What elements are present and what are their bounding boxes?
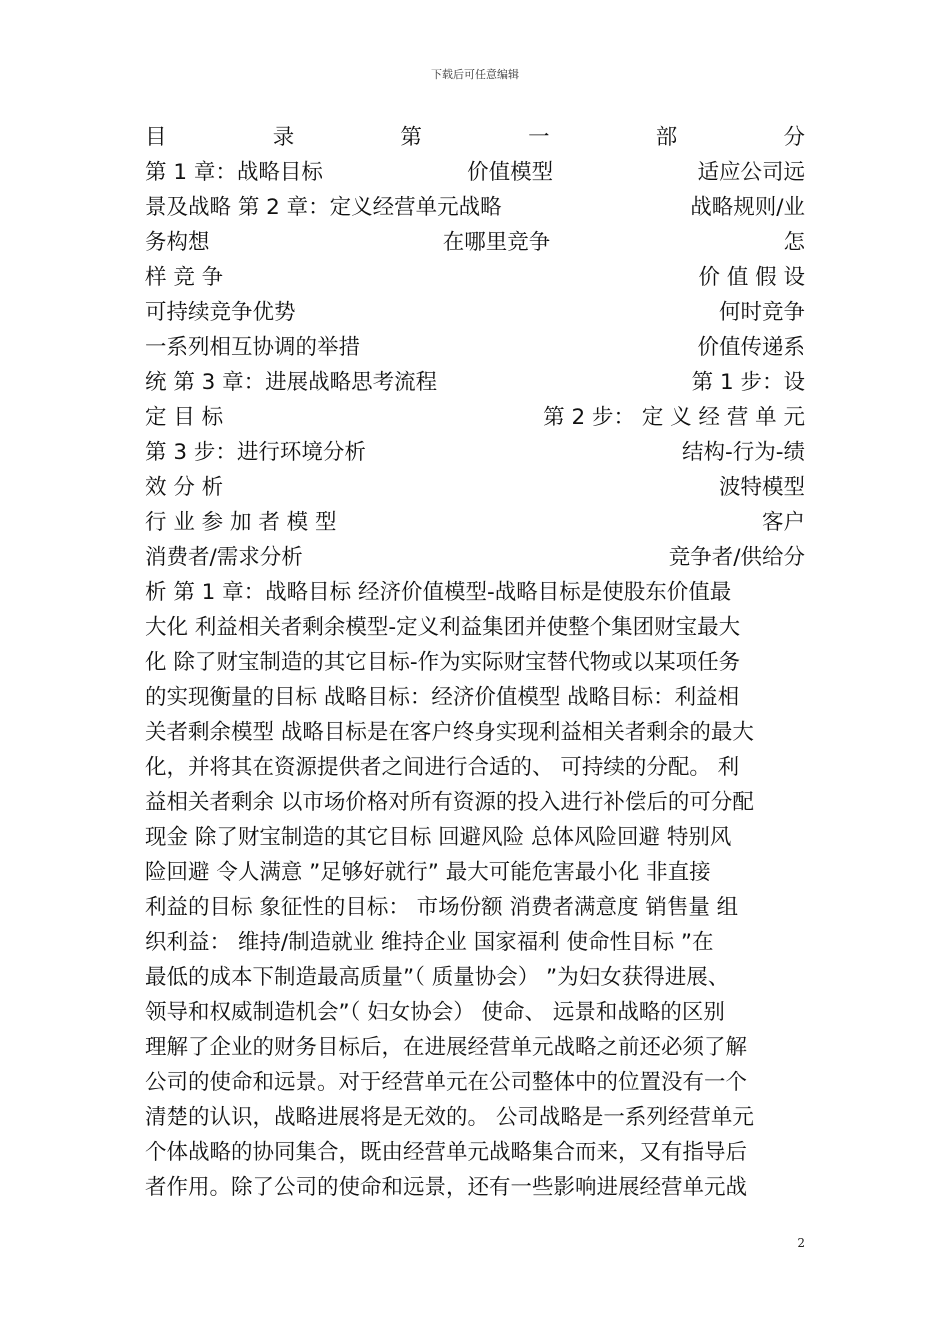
text-line (145, 295, 805, 330)
text-segment: 价 值 假 设 (698, 265, 805, 290)
text-line (145, 1100, 805, 1135)
text-segment: 个体战略的协同集合，既由经营单元战略集合而来，又有指导后 (145, 1140, 748, 1165)
text-line (145, 190, 805, 225)
text-segment: 样 竞 争 (145, 265, 224, 290)
text-line (145, 925, 805, 960)
text-line (145, 330, 805, 365)
text-segment: 部 (655, 125, 678, 150)
text-segment: 客户 (761, 510, 805, 535)
text-segment: 公司的使命和远景。对于经营单元在公司整体中的位置没有一个 (145, 1070, 748, 1095)
text-line (145, 400, 805, 435)
page-number: 2 (797, 1236, 805, 1250)
text-line (145, 960, 805, 995)
text-segment: 可持续竞争优势 (145, 300, 296, 325)
text-segment: 现金 除了财宝制造的其它目标 回避风险 总体风险回避 特别风 (145, 825, 732, 850)
text-line (145, 610, 805, 645)
text-segment: 最低的成本下制造最高质量”（ 质量协会） ”为妇女获得进展、 (145, 965, 730, 990)
text-segment: 行 业 参 加 者 模 型 (145, 510, 337, 535)
text-segment: 分 (783, 125, 805, 150)
text-line (145, 470, 805, 505)
text-line (145, 155, 805, 190)
text-segment: 战略规则/业 (690, 195, 805, 220)
text-line (145, 750, 805, 785)
text-line (145, 365, 805, 400)
text-line (145, 680, 805, 715)
text-line (145, 120, 805, 155)
text-line (145, 260, 805, 295)
text-line (145, 435, 805, 470)
text-segment: 第 3 步：进行环境分析 (145, 440, 366, 465)
text-line (145, 505, 805, 540)
text-line (145, 715, 805, 750)
text-segment: 化 除了财宝制造的其它目标-作为实际财宝替代物或以某项任务 (145, 650, 741, 675)
text-segment: 织利益： 维持/制造就业 维持企业 国家福利 使命性目标 ”在 (145, 930, 714, 955)
text-segment: 第 (400, 125, 422, 150)
text-segment: 录 (272, 125, 295, 150)
text-segment: 统 第 3 章：进展战略思考流程 (145, 370, 438, 395)
text-segment: 结构-行为-绩 (681, 440, 805, 465)
text-line (145, 645, 805, 680)
text-segment: 一系列相互协调的举措 (145, 335, 361, 360)
text-segment: 理解了企业的财务目标后，在进展经营单元战略之前还必须了解 (145, 1035, 748, 1060)
text-line (145, 1030, 805, 1065)
text-segment: 竞争者/供给分 (668, 545, 805, 570)
text-segment: 领导和权威制造机会”（ 妇女协会） 使命、 远景和战略的区别 (145, 1000, 725, 1025)
text-line (145, 1065, 805, 1100)
text-segment: 者作用。除了公司的使命和远景，还有一些影响进展经营单元战 (145, 1175, 748, 1200)
text-segment: 化，并将其在资源提供者之间进行合适的、 可持续的分配。 利 (145, 755, 740, 780)
text-segment: 景及战略 第 2 章：定义经营单元战略 (145, 195, 502, 220)
text-segment: 的实现衡量的目标 战略目标：经济价值模型 战略目标：利益相 (145, 685, 740, 710)
header-note: 下载后可任意编辑 (431, 68, 519, 81)
text-segment: 效 分 析 (145, 475, 224, 500)
text-line (145, 225, 805, 260)
text-line (145, 890, 805, 925)
text-segment: 波特模型 (718, 475, 805, 500)
text-segment: 适应公司远 (697, 160, 805, 185)
text-segment: 关者剩余模型 战略目标是在客户终身实现利益相关者剩余的最大 (145, 720, 754, 745)
text-segment: 定 目 标 (145, 405, 224, 430)
text-segment: 益相关者剩余 以市场价格对所有资源的投入进行补偿后的可分配 (145, 790, 754, 815)
text-segment: 怎 (783, 230, 805, 255)
text-segment: 消费者/需求分析 (145, 545, 303, 570)
text-segment: 第 2 步： 定 义 经 营 单 元 (543, 405, 805, 430)
text-segment: 务构想 (145, 230, 210, 255)
text-line (145, 1135, 805, 1170)
text-line (145, 575, 805, 610)
text-line (145, 1170, 805, 1205)
text-segment: 目 (145, 125, 167, 150)
text-segment: 第 1 步：设 (691, 370, 805, 395)
text-segment: 在哪里竞争 (442, 230, 551, 255)
text-segment: 析 第 1 章：战略目标 经济价值模型-战略目标是使股东价值最 (145, 580, 732, 605)
text-line (145, 540, 805, 575)
text-segment: 大化 利益相关者剩余模型-定义利益集团并使整个集团财宝最大 (145, 615, 741, 640)
text-segment: 利益的目标 象征性的目标： 市场份额 消费者满意度 销售量 组 (145, 895, 739, 920)
text-line (145, 995, 805, 1030)
text-segment: 险回避 令人满意 ”足够好就行” 最大可能危害最小化 非直接 (145, 860, 711, 885)
text-line (145, 855, 805, 890)
text-line (145, 785, 805, 820)
text-segment: 第 1 章：战略目标 (145, 160, 323, 185)
text-segment: 价值传递系 (697, 335, 805, 360)
text-segment: 一 (528, 125, 550, 150)
text-segment: 价值模型 (467, 160, 554, 185)
document-body (145, 120, 805, 1205)
text-line (145, 820, 805, 855)
text-segment: 清楚的认识，战略进展将是无效的。 公司战略是一系列经营单元 (145, 1105, 754, 1130)
text-segment: 何时竞争 (718, 300, 805, 325)
